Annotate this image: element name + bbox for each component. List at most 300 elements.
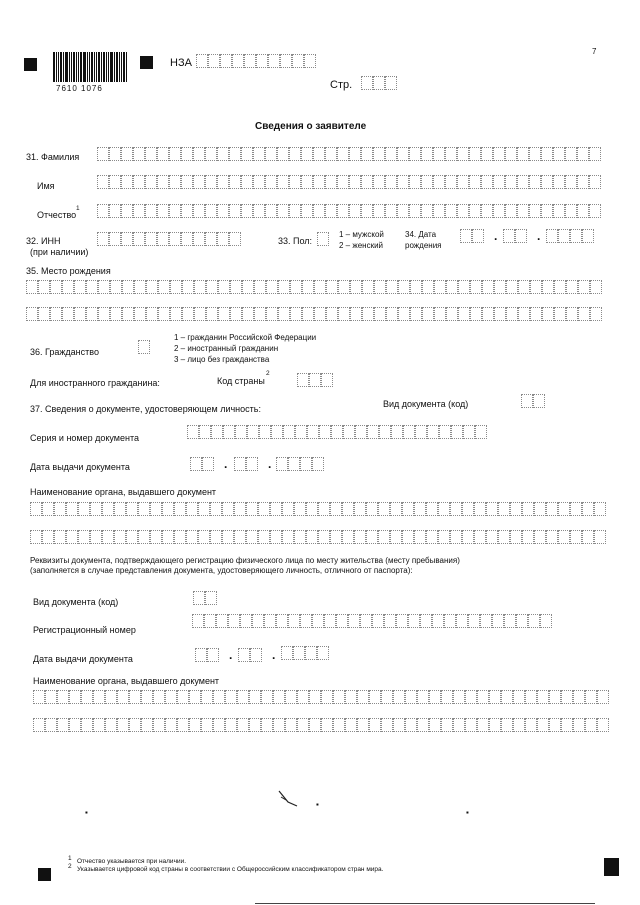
input-cell[interactable]: [504, 614, 516, 628]
input-cell[interactable]: [297, 718, 309, 732]
input-cell[interactable]: [486, 502, 498, 516]
input-cell[interactable]: [506, 307, 518, 321]
input-cell[interactable]: [510, 530, 522, 544]
input-cell[interactable]: [410, 307, 422, 321]
input-cell[interactable]: [217, 204, 229, 218]
input-cell[interactable]: [529, 204, 541, 218]
input-cell[interactable]: [470, 280, 482, 294]
input-cell[interactable]: [546, 229, 558, 243]
input-cell[interactable]: [427, 425, 439, 439]
input-cell[interactable]: [589, 204, 601, 218]
input-cell[interactable]: [230, 307, 242, 321]
input-cell[interactable]: [517, 147, 529, 161]
input-cell[interactable]: [222, 502, 234, 516]
input-cell[interactable]: [162, 530, 174, 544]
input-cell[interactable]: [330, 530, 342, 544]
input-cell[interactable]: [205, 591, 217, 605]
input-cell[interactable]: [474, 530, 486, 544]
input-cell[interactable]: [238, 648, 250, 662]
input-cell[interactable]: [258, 530, 270, 544]
input-cell[interactable]: [343, 425, 355, 439]
input-cell[interactable]: [289, 175, 301, 189]
input-cell[interactable]: [30, 502, 42, 516]
input-cell[interactable]: [534, 530, 546, 544]
input-cell[interactable]: [90, 502, 102, 516]
sex-cell[interactable]: [317, 232, 329, 246]
input-cell[interactable]: [397, 175, 409, 189]
input-cell[interactable]: [162, 502, 174, 516]
country-code-cells[interactable]: [297, 373, 333, 387]
name-cells[interactable]: [97, 175, 601, 189]
input-cell[interactable]: [570, 502, 582, 516]
input-cell[interactable]: [66, 502, 78, 516]
input-cell[interactable]: [456, 614, 468, 628]
input-cell[interactable]: [554, 307, 566, 321]
input-cell[interactable]: [475, 425, 487, 439]
input-cell[interactable]: [253, 147, 265, 161]
input-cell[interactable]: [241, 147, 253, 161]
input-cell[interactable]: [302, 280, 314, 294]
input-cell[interactable]: [242, 280, 254, 294]
input-cell[interactable]: [398, 280, 410, 294]
input-cell[interactable]: [244, 54, 256, 68]
input-cell[interactable]: [589, 175, 601, 189]
input-cell[interactable]: [417, 690, 429, 704]
input-cell[interactable]: [258, 502, 270, 516]
input-cell[interactable]: [381, 718, 393, 732]
input-cell[interactable]: [177, 718, 189, 732]
input-cell[interactable]: [190, 457, 202, 471]
input-cell[interactable]: [385, 76, 397, 90]
input-cell[interactable]: [307, 425, 319, 439]
input-cell[interactable]: [450, 530, 462, 544]
input-cell[interactable]: [345, 690, 357, 704]
input-cell[interactable]: [540, 614, 552, 628]
input-cell[interactable]: [565, 147, 577, 161]
input-cell[interactable]: [97, 175, 109, 189]
input-cell[interactable]: [182, 307, 194, 321]
input-cell[interactable]: [252, 614, 264, 628]
input-cell[interactable]: [402, 530, 414, 544]
input-cell[interactable]: [457, 147, 469, 161]
input-cell[interactable]: [433, 204, 445, 218]
input-cell[interactable]: [317, 646, 329, 660]
input-cell[interactable]: [333, 690, 345, 704]
input-cell[interactable]: [295, 425, 307, 439]
input-cell[interactable]: [361, 204, 373, 218]
input-cell[interactable]: [158, 280, 170, 294]
input-cell[interactable]: [117, 718, 129, 732]
input-cell[interactable]: [169, 175, 181, 189]
input-cell[interactable]: [318, 530, 330, 544]
input-cell[interactable]: [109, 175, 121, 189]
input-cell[interactable]: [205, 147, 217, 161]
input-cell[interactable]: [482, 280, 494, 294]
input-cell[interactable]: [468, 614, 480, 628]
input-cell[interactable]: [408, 614, 420, 628]
input-cell[interactable]: [302, 307, 314, 321]
input-cell[interactable]: [189, 690, 201, 704]
input-cell[interactable]: [378, 530, 390, 544]
input-cell[interactable]: [573, 718, 585, 732]
input-cell[interactable]: [277, 204, 289, 218]
page-cells[interactable]: [361, 76, 397, 90]
input-cell[interactable]: [289, 204, 301, 218]
input-cell[interactable]: [577, 204, 589, 218]
birth-month-cells[interactable]: [503, 229, 527, 243]
input-cell[interactable]: [493, 147, 505, 161]
input-cell[interactable]: [426, 530, 438, 544]
input-cell[interactable]: [597, 690, 609, 704]
input-cell[interactable]: [278, 307, 290, 321]
input-cell[interactable]: [138, 530, 150, 544]
input-cell[interactable]: [290, 307, 302, 321]
input-cell[interactable]: [193, 204, 205, 218]
input-cell[interactable]: [247, 425, 259, 439]
input-cell[interactable]: [360, 614, 372, 628]
input-cell[interactable]: [397, 204, 409, 218]
input-cell[interactable]: [393, 690, 405, 704]
input-cell[interactable]: [170, 307, 182, 321]
input-cell[interactable]: [42, 502, 54, 516]
input-cell[interactable]: [278, 280, 290, 294]
input-cell[interactable]: [369, 690, 381, 704]
input-cell[interactable]: [306, 502, 318, 516]
input-cell[interactable]: [57, 690, 69, 704]
input-cell[interactable]: [294, 502, 306, 516]
input-cell[interactable]: [234, 530, 246, 544]
input-cell[interactable]: [566, 280, 578, 294]
input-cell[interactable]: [390, 502, 402, 516]
input-cell[interactable]: [129, 718, 141, 732]
input-cell[interactable]: [169, 147, 181, 161]
input-cell[interactable]: [218, 280, 230, 294]
input-cell[interactable]: [493, 204, 505, 218]
input-cell[interactable]: [213, 718, 225, 732]
input-cell[interactable]: [477, 690, 489, 704]
input-cell[interactable]: [350, 280, 362, 294]
input-cell[interactable]: [246, 457, 258, 471]
input-cell[interactable]: [157, 147, 169, 161]
input-cell[interactable]: [98, 307, 110, 321]
input-cell[interactable]: [254, 307, 266, 321]
input-cell[interactable]: [98, 280, 110, 294]
input-cell[interactable]: [261, 690, 273, 704]
input-cell[interactable]: [533, 394, 545, 408]
input-cell[interactable]: [330, 502, 342, 516]
input-cell[interactable]: [333, 718, 345, 732]
input-cell[interactable]: [482, 307, 494, 321]
input-cell[interactable]: [565, 204, 577, 218]
input-cell[interactable]: [78, 530, 90, 544]
input-cell[interactable]: [498, 530, 510, 544]
input-cell[interactable]: [417, 718, 429, 732]
input-cell[interactable]: [530, 280, 542, 294]
input-cell[interactable]: [369, 718, 381, 732]
input-cell[interactable]: [542, 280, 554, 294]
input-cell[interactable]: [265, 204, 277, 218]
input-cell[interactable]: [578, 307, 590, 321]
input-cell[interactable]: [354, 502, 366, 516]
input-cell[interactable]: [573, 690, 585, 704]
input-cell[interactable]: [141, 690, 153, 704]
input-cell[interactable]: [457, 204, 469, 218]
input-cell[interactable]: [465, 718, 477, 732]
reg-issue-year-cells[interactable]: [281, 646, 329, 660]
input-cell[interactable]: [45, 718, 57, 732]
input-cell[interactable]: [481, 147, 493, 161]
input-cell[interactable]: [153, 690, 165, 704]
input-cell[interactable]: [409, 204, 421, 218]
input-cell[interactable]: [349, 175, 361, 189]
input-cell[interactable]: [525, 690, 537, 704]
input-cell[interactable]: [121, 147, 133, 161]
input-cell[interactable]: [289, 147, 301, 161]
input-cell[interactable]: [122, 307, 134, 321]
birth-day-cells[interactable]: [460, 229, 484, 243]
input-cell[interactable]: [525, 718, 537, 732]
input-cell[interactable]: [189, 718, 201, 732]
input-cell[interactable]: [433, 147, 445, 161]
input-cell[interactable]: [186, 502, 198, 516]
input-cell[interactable]: [198, 502, 210, 516]
input-cell[interactable]: [439, 425, 451, 439]
reg-issue-day-cells[interactable]: [195, 648, 219, 662]
input-cell[interactable]: [337, 204, 349, 218]
input-cell[interactable]: [145, 232, 157, 246]
birth-place-cells-2[interactable]: [26, 307, 602, 321]
nza-cells[interactable]: [196, 54, 316, 68]
input-cell[interactable]: [174, 502, 186, 516]
input-cell[interactable]: [195, 648, 207, 662]
input-cell[interactable]: [237, 718, 249, 732]
input-cell[interactable]: [409, 175, 421, 189]
input-cell[interactable]: [361, 147, 373, 161]
input-cell[interactable]: [357, 690, 369, 704]
input-cell[interactable]: [515, 229, 527, 243]
input-cell[interactable]: [134, 280, 146, 294]
input-cell[interactable]: [218, 307, 230, 321]
input-cell[interactable]: [30, 530, 42, 544]
input-cell[interactable]: [86, 307, 98, 321]
input-cell[interactable]: [338, 307, 350, 321]
input-cell[interactable]: [317, 232, 329, 246]
input-cell[interactable]: [306, 530, 318, 544]
input-cell[interactable]: [505, 175, 517, 189]
input-cell[interactable]: [585, 690, 597, 704]
input-cell[interactable]: [276, 457, 288, 471]
input-cell[interactable]: [546, 502, 558, 516]
input-cell[interactable]: [350, 307, 362, 321]
input-cell[interactable]: [396, 614, 408, 628]
input-cell[interactable]: [421, 147, 433, 161]
input-cell[interactable]: [158, 307, 170, 321]
input-cell[interactable]: [438, 502, 450, 516]
input-cell[interactable]: [312, 614, 324, 628]
input-cell[interactable]: [505, 204, 517, 218]
input-cell[interactable]: [355, 425, 367, 439]
doc-type-cells[interactable]: [521, 394, 545, 408]
input-cell[interactable]: [93, 718, 105, 732]
input-cell[interactable]: [109, 147, 121, 161]
input-cell[interactable]: [503, 229, 515, 243]
input-cell[interactable]: [153, 718, 165, 732]
input-cell[interactable]: [546, 530, 558, 544]
input-cell[interactable]: [292, 54, 304, 68]
input-cell[interactable]: [217, 175, 229, 189]
input-cell[interactable]: [441, 690, 453, 704]
input-cell[interactable]: [165, 690, 177, 704]
input-cell[interactable]: [577, 175, 589, 189]
input-cell[interactable]: [230, 280, 242, 294]
input-cell[interactable]: [361, 76, 373, 90]
input-cell[interactable]: [280, 54, 292, 68]
input-cell[interactable]: [542, 307, 554, 321]
input-cell[interactable]: [273, 690, 285, 704]
input-cell[interactable]: [193, 175, 205, 189]
input-cell[interactable]: [541, 175, 553, 189]
input-cell[interactable]: [386, 280, 398, 294]
input-cell[interactable]: [379, 425, 391, 439]
input-cell[interactable]: [165, 718, 177, 732]
reg-issuer-cells-2[interactable]: [33, 718, 609, 732]
input-cell[interactable]: [206, 307, 218, 321]
input-cell[interactable]: [326, 280, 338, 294]
input-cell[interactable]: [232, 54, 244, 68]
input-cell[interactable]: [268, 54, 280, 68]
input-cell[interactable]: [321, 373, 333, 387]
input-cell[interactable]: [250, 648, 262, 662]
input-cell[interactable]: [446, 307, 458, 321]
input-cell[interactable]: [69, 718, 81, 732]
input-cell[interactable]: [414, 530, 426, 544]
input-cell[interactable]: [566, 307, 578, 321]
input-cell[interactable]: [434, 280, 446, 294]
input-cell[interactable]: [133, 204, 145, 218]
input-cell[interactable]: [138, 340, 150, 354]
input-cell[interactable]: [110, 307, 122, 321]
input-cell[interactable]: [367, 425, 379, 439]
input-cell[interactable]: [201, 690, 213, 704]
input-cell[interactable]: [301, 147, 313, 161]
input-cell[interactable]: [282, 530, 294, 544]
input-cell[interactable]: [374, 307, 386, 321]
input-cell[interactable]: [69, 690, 81, 704]
input-cell[interactable]: [213, 690, 225, 704]
input-cell[interactable]: [57, 718, 69, 732]
input-cell[interactable]: [126, 502, 138, 516]
input-cell[interactable]: [458, 307, 470, 321]
input-cell[interactable]: [241, 204, 253, 218]
input-cell[interactable]: [506, 280, 518, 294]
input-cell[interactable]: [381, 690, 393, 704]
input-cell[interactable]: [105, 690, 117, 704]
input-cell[interactable]: [81, 718, 93, 732]
input-cell[interactable]: [441, 718, 453, 732]
input-cell[interactable]: [194, 280, 206, 294]
input-cell[interactable]: [517, 175, 529, 189]
input-cell[interactable]: [309, 690, 321, 704]
input-cell[interactable]: [285, 718, 297, 732]
input-cell[interactable]: [312, 457, 324, 471]
input-cell[interactable]: [432, 614, 444, 628]
input-cell[interactable]: [349, 204, 361, 218]
patronymic-cells[interactable]: [97, 204, 601, 218]
input-cell[interactable]: [465, 690, 477, 704]
input-cell[interactable]: [157, 232, 169, 246]
input-cell[interactable]: [561, 718, 573, 732]
input-cell[interactable]: [594, 530, 606, 544]
input-cell[interactable]: [501, 718, 513, 732]
input-cell[interactable]: [325, 175, 337, 189]
input-cell[interactable]: [234, 502, 246, 516]
input-cell[interactable]: [453, 690, 465, 704]
input-cell[interactable]: [438, 530, 450, 544]
input-cell[interactable]: [366, 530, 378, 544]
input-cell[interactable]: [530, 307, 542, 321]
input-cell[interactable]: [117, 690, 129, 704]
input-cell[interactable]: [578, 280, 590, 294]
input-cell[interactable]: [554, 280, 566, 294]
input-cell[interactable]: [528, 614, 540, 628]
input-cell[interactable]: [361, 175, 373, 189]
input-cell[interactable]: [217, 232, 229, 246]
input-cell[interactable]: [422, 307, 434, 321]
inn-cells[interactable]: [97, 232, 241, 246]
input-cell[interactable]: [141, 718, 153, 732]
input-cell[interactable]: [385, 175, 397, 189]
input-cell[interactable]: [453, 718, 465, 732]
input-cell[interactable]: [445, 175, 457, 189]
input-cell[interactable]: [81, 690, 93, 704]
input-cell[interactable]: [288, 614, 300, 628]
input-cell[interactable]: [390, 530, 402, 544]
input-cell[interactable]: [300, 457, 312, 471]
input-cell[interactable]: [582, 502, 594, 516]
input-cell[interactable]: [301, 175, 313, 189]
input-cell[interactable]: [146, 280, 158, 294]
input-cell[interactable]: [446, 280, 458, 294]
input-cell[interactable]: [480, 614, 492, 628]
input-cell[interactable]: [354, 530, 366, 544]
input-cell[interactable]: [97, 147, 109, 161]
input-cell[interactable]: [181, 232, 193, 246]
input-cell[interactable]: [481, 204, 493, 218]
input-cell[interactable]: [265, 175, 277, 189]
input-cell[interactable]: [373, 76, 385, 90]
input-cell[interactable]: [210, 530, 222, 544]
reg-issue-month-cells[interactable]: [238, 648, 262, 662]
input-cell[interactable]: [331, 425, 343, 439]
input-cell[interactable]: [505, 147, 517, 161]
input-cell[interactable]: [304, 54, 316, 68]
input-cell[interactable]: [402, 502, 414, 516]
input-cell[interactable]: [290, 280, 302, 294]
doc-issue-year-cells[interactable]: [276, 457, 324, 471]
input-cell[interactable]: [66, 530, 78, 544]
input-cell[interactable]: [373, 204, 385, 218]
input-cell[interactable]: [553, 204, 565, 218]
input-cell[interactable]: [193, 232, 205, 246]
input-cell[interactable]: [366, 502, 378, 516]
input-cell[interactable]: [421, 175, 433, 189]
input-cell[interactable]: [138, 502, 150, 516]
input-cell[interactable]: [409, 147, 421, 161]
input-cell[interactable]: [549, 690, 561, 704]
input-cell[interactable]: [62, 307, 74, 321]
input-cell[interactable]: [102, 502, 114, 516]
input-cell[interactable]: [109, 232, 121, 246]
